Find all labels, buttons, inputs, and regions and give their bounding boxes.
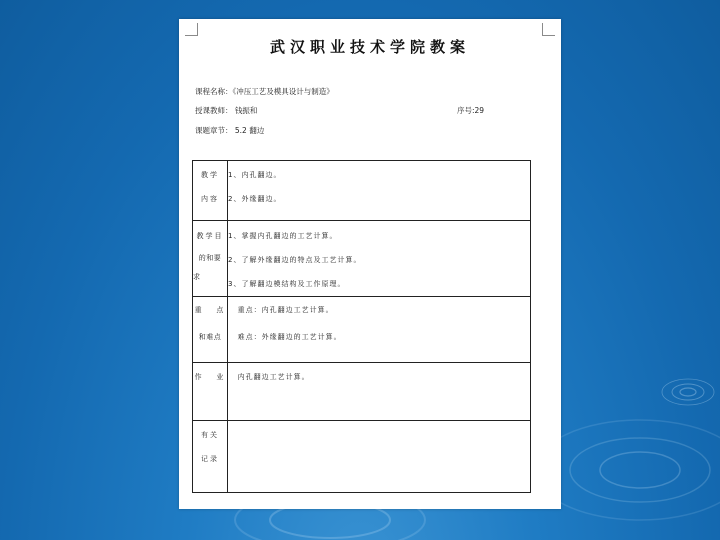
row-label-homework xyxy=(193,363,228,421)
table-row xyxy=(193,363,531,421)
label-line: 重 点 xyxy=(194,306,226,314)
content-line: 难点：外缘翻边的工艺计算。 xyxy=(228,333,342,341)
serial-number: 序号:29 xyxy=(457,106,485,115)
label-line: 作 业 xyxy=(194,373,226,381)
row-label-teaching-content xyxy=(193,161,228,221)
row-content-records xyxy=(228,421,531,493)
row-label-records xyxy=(193,421,228,493)
crop-mark-top-right xyxy=(542,23,555,36)
row-content-homework xyxy=(228,363,531,421)
lesson-table xyxy=(192,160,531,493)
label-line: 教学目 xyxy=(196,232,224,240)
label-line: 和难点 xyxy=(198,333,222,341)
content-line: 2、外缘翻边。 xyxy=(228,195,282,203)
document-title: 武汉职业技术学院教案 xyxy=(269,38,470,56)
label-line: 求 xyxy=(193,273,202,281)
content-line: 内孔翻边工艺计算。 xyxy=(228,373,310,381)
content-line: 2、了解外缘翻边的特点及工艺计算。 xyxy=(228,256,362,264)
content-line: 重点：内孔翻边工艺计算。 xyxy=(228,306,334,314)
row-content-teaching-content xyxy=(228,161,531,221)
teacher-name: 授课教师： 钱振和 xyxy=(195,106,258,115)
row-content-objectives xyxy=(228,221,531,297)
row-label-key-points xyxy=(193,297,228,363)
content-line: 1、内孔翻边。 xyxy=(228,171,282,179)
course-name: 课程名称：《冲压工艺及模具设计与制造》 xyxy=(195,87,334,96)
content-line: 1、掌握内孔翻边的工艺计算。 xyxy=(228,232,338,240)
label-line: 教学 xyxy=(201,171,219,179)
label-line: 记录 xyxy=(201,455,219,463)
table-row xyxy=(193,161,531,221)
chapter-topic: 课题章节： 5.2 翻边 xyxy=(195,126,265,135)
crop-mark-top-left xyxy=(185,23,198,36)
row-content-key-points xyxy=(228,297,531,363)
label-line: 内容 xyxy=(201,195,219,203)
content-line: 3、了解翻边模结构及工作原理。 xyxy=(228,280,346,288)
label-line: 的和要 xyxy=(198,254,222,262)
table-row xyxy=(193,421,531,493)
lesson-plan-page xyxy=(179,19,561,509)
table-row xyxy=(193,221,531,297)
row-label-objectives xyxy=(193,221,228,297)
table-row xyxy=(193,297,531,363)
label-line: 有关 xyxy=(201,431,219,439)
